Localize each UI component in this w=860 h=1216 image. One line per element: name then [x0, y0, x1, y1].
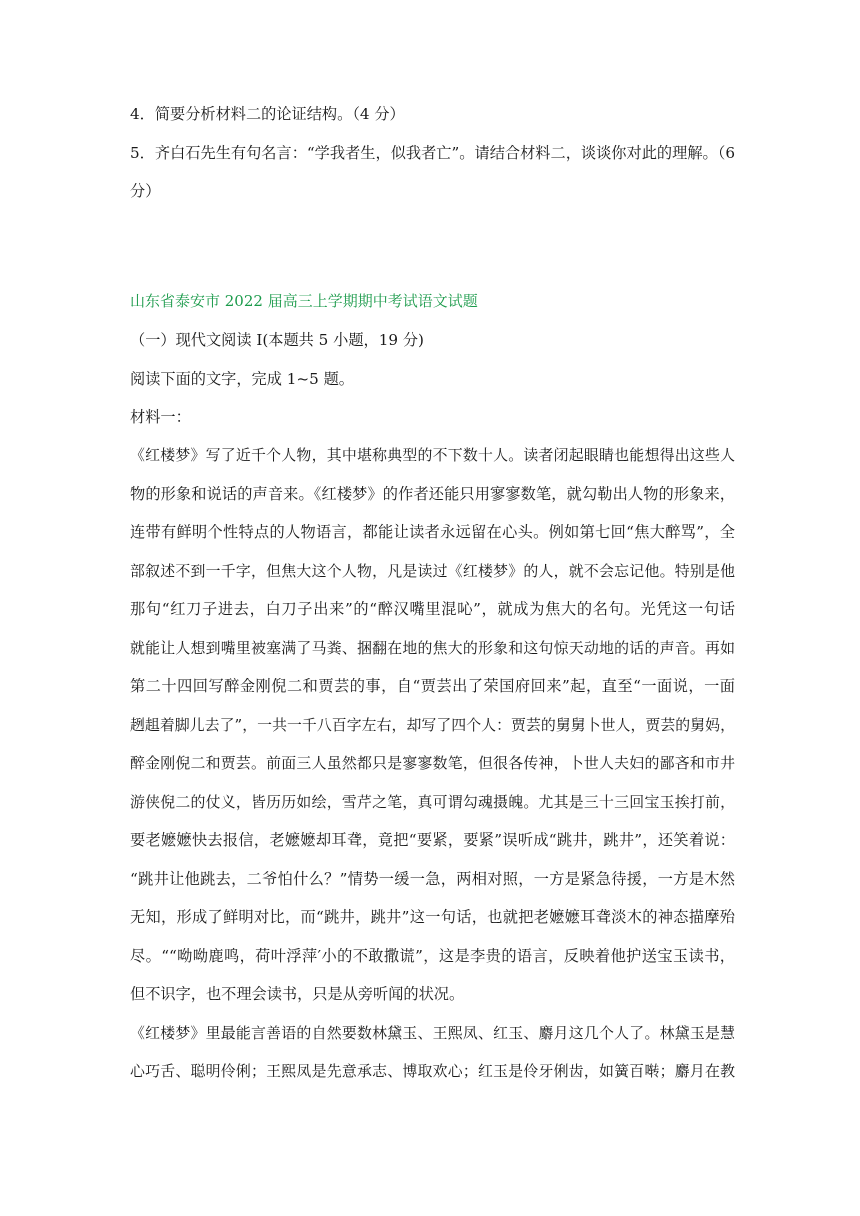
question-5: 5．齐白石先生有句名言：“学我者生，似我者亡”。请结合材料二，谈谈你对此的理解。（6 — [130, 144, 735, 162]
paragraph-line: 要老嬷嬷快去报信，老嬷嬷却耳聋，竟把“要紧，要紧”误听成“跳井，跳井”，还笑着说： — [130, 831, 735, 849]
paragraph-line: 无知，形成了鲜明对比，而“跳井，跳井”这一句话，也就把老嬷嬷耳聋淡木的神态描摩殆 — [130, 908, 735, 926]
paragraph-line: 物的形象和说话的声音来。《红楼梦》的作者还能只用寥寥数笔，就勾勒出人物的形象来， — [130, 485, 735, 503]
paragraph-line: 部叙述不到一千字，但焦大这个人物，凡是读过《红楼梦》的人，就不会忘记他。特别是他 — [130, 562, 735, 580]
paragraph-line: 尽。““呦呦鹿鸣，荷叶浮萍′小的不敢撒谎”，这是李贵的语言，反映着他护送宝玉读书， — [130, 947, 735, 965]
reading-instruction: 阅读下面的文字，完成 1~5 题。 — [130, 370, 354, 388]
paragraph-line: 心巧舌、聪明伶俐；王熙凤是先意承志、博取欢心；红玉是伶牙俐齿，如簧百啭；麝月在教 — [130, 1062, 735, 1080]
paragraph-line: 那句“红刀子进去，白刀子出来”的“醉汉嘴里混吣”，就成为焦大的名句。光凭这一句话 — [130, 600, 735, 618]
paragraph-line: 连带有鲜明个性特点的人物语言，都能让读者永远留在心头。例如第七回“焦大醉骂”，全 — [130, 523, 735, 541]
paragraph-line: 趔趄着脚儿去了”，一共一千八百字左右，却写了四个人：贾芸的舅舅卜世人，贾芸的舅妈， — [130, 716, 735, 734]
paragraph-line: 但不识字，也不理会读书，只是从旁听闻的状况。 — [130, 985, 465, 1003]
paragraph-line: 《红楼梦》里最能言善语的自然要数林黛玉、王熙凤、红玉、麝月这几个人了。林黛玉是慧 — [130, 1024, 735, 1042]
exam-title: 山东省泰安市 2022 届高三上学期期中考试语文试题 — [130, 292, 478, 310]
material-label: 材料一： — [130, 408, 191, 426]
paragraph-line: 第二十四回写醉金刚倪二和贾芸的事，自“贾芸出了荣国府回来”起，直至“一面说，一面 — [130, 677, 735, 695]
section-heading: （一）现代文阅读 I(本题共 5 小题，19 分) — [130, 331, 424, 349]
paragraph-line: 就能让人想到嘴里被塞满了马粪、捆翻在地的焦大的形象和这句惊天动地的话的声音。再如 — [130, 639, 735, 657]
paragraph-line: 醉金刚倪二和贾芸。前面三人虽然都只是寥寥数笔，但很各传神，卜世人夫妇的鄙吝和市井 — [130, 754, 735, 772]
paragraph-line: 游侠倪二的仗义，皆历历如绘，雪芹之笔，真可谓勾魂摄魄。尤其是三十三回宝玉挨打前， — [130, 793, 735, 811]
question-5-continued: 分） — [130, 182, 161, 200]
question-4: 4．简要分析材料二的论证结构。（4 分） — [130, 105, 405, 123]
paragraph-line: “跳井让他跳去，二爷怕什么？”情势一缓一急，两相对照，一方是紧急待援，一方是木然 — [130, 870, 735, 888]
paragraph-line: 《红楼梦》写了近千个人物，其中堪称典型的不下数十人。读者闭起眼睛也能想得出这些人 — [130, 446, 735, 464]
